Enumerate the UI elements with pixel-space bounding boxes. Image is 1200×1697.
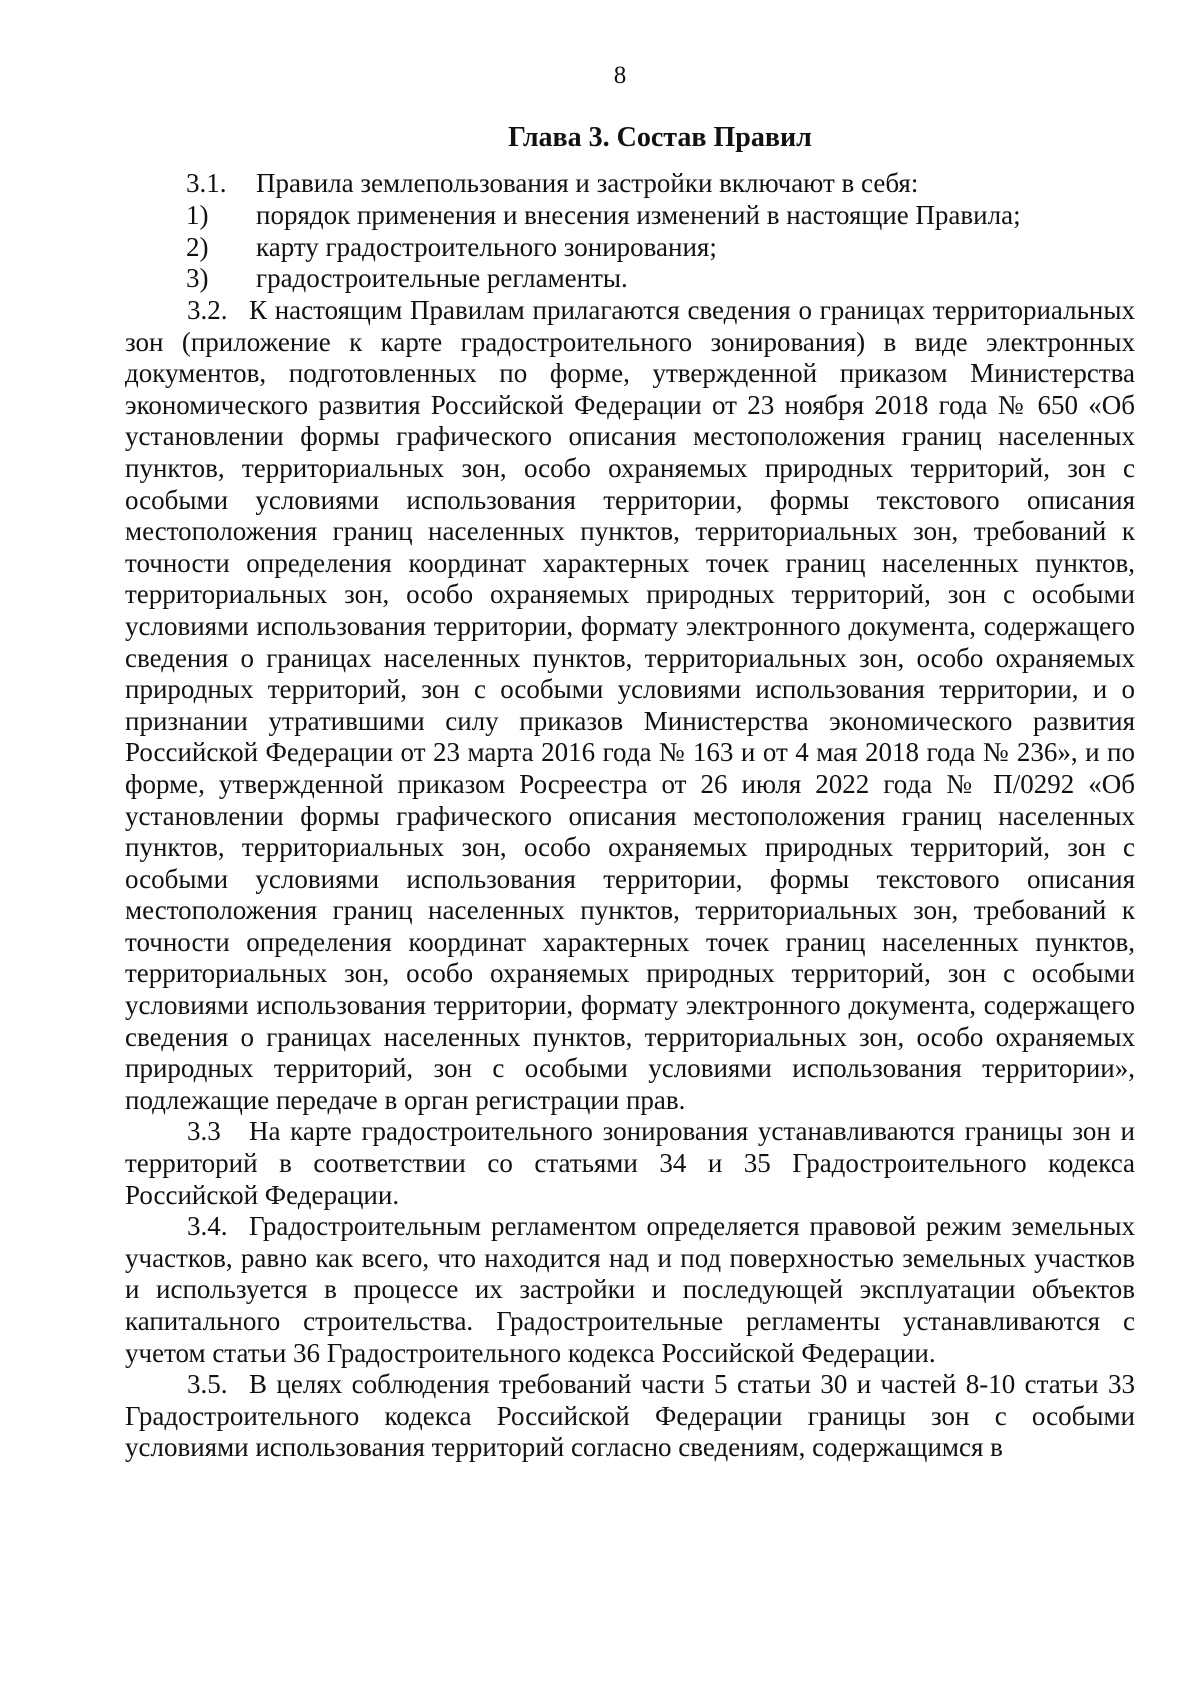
paragraph-text: Градостроительным регламентом определяется правовой режим земельных участков, равно как всего, что находится над и под поверхностью земельных участков и используется в процессе их застройки и последующей эксплуатации объектов капитального строительства. Градостроительные регламенты устанавливаются с учетом статьи 36 Градостроительного кодекса Российской Федерации. — [125, 1211, 1135, 1368]
list-intro-text: Правила землепользования и застройки включают в себя: — [256, 168, 919, 198]
body-text — [125, 295, 1135, 1464]
page-number: 8 — [613, 62, 627, 89]
list-item-text: градостроительные регламенты. — [256, 263, 628, 294]
list-item-number: 3) — [186, 263, 209, 294]
paragraph-3-3 — [125, 1116, 1135, 1211]
paragraph-number: 3.4. — [187, 1211, 228, 1242]
chapter-title: Глава 3. Состав Правил — [508, 122, 812, 153]
list-item-number: 2) — [186, 231, 209, 262]
list-item-number: 1) — [186, 199, 209, 230]
contents-list — [186, 168, 1086, 295]
paragraph-3-4 — [125, 1211, 1135, 1369]
list-item — [186, 200, 1086, 232]
list-item — [186, 263, 1086, 295]
paragraph-text: На карте градостроительного зонирования устанавливаются границы зон и территорий в соответствии со статьями 34 и 35 Градостроительного кодекса Российской Федерации. — [125, 1116, 1135, 1210]
list-item-text: карту градостроительного зонирования; — [256, 231, 717, 262]
paragraph-3-5 — [125, 1369, 1135, 1464]
paragraph-number: 3.2. — [187, 295, 228, 325]
paragraph-number: 3.5. — [187, 1369, 228, 1400]
list-intro-number: 3.1. — [186, 168, 227, 198]
paragraph-number: 3.3 — [187, 1116, 221, 1147]
paragraph-text: В целях соблюдения требований части 5 статьи 30 и частей 8-10 статьи 33 Градостроительного кодекса Российской Федерации границы зон с особыми условиями использования территорий согласно сведениям, содержащимся в — [125, 1369, 1135, 1463]
list-item — [186, 232, 1086, 264]
paragraph-3-2 — [125, 295, 1135, 1116]
list-intro — [186, 168, 1086, 200]
paragraph-text: К настоящим Правилам прилагаются сведения о границах территориальных зон (приложение к карте градостроительного зонирования) в виде электронных документов, подготовленных по форме, утвержденной приказом Министерства экономического развития Российской Федерации от 23 ноября 2018 года № 650 «Об установлении формы графического описания местоположения границ населенных пунктов, территориальных зон, особо охраняемых природных территорий, зон с особыми условиями использования территории, формы текстового описания местоположения границ населенных пунктов, территориальных зон, требований к точности определения координат характерных точек границ населенных пунктов, территориальных зон, особо охраняемых природных территорий, зон с особыми условиями использования территории, формату электронного документа, содержащего сведения о границах населенных пунктов, территориальных зон, особо охраняемых природных территорий, зон с особыми условиями использования территории, и о признании утратившими силу приказов Министерства экономического развития Российской Федерации от 23 марта 2016 года № 163 и от 4 мая 2018 года № 236», и по форме, утвержденной приказом Росреестра от 26 июля 2022 года № П/0292 «Об установлении формы графического описания местоположения границ населенных пунктов, территориальных зон, особо охраняемых природных территорий, зон с особыми условиями использования территории, формы текстового описания местоположения границ населенных пунктов, территориальных зон, требований к точности определения координат характерных точек границ населенных пунктов, территориальных зон, особо охраняемых природных территорий, зон с особыми условиями использования территории, формату электронного документа, содержащего сведения о границах населенных пунктов, территориальных зон, особо охраняемых природных территорий, зон с особыми условиями использования территории», подлежащие передаче в орган регистрации прав. — [125, 295, 1135, 1115]
list-item-text: порядок применения и внесения изменений в настоящие Правила; — [256, 199, 1021, 230]
